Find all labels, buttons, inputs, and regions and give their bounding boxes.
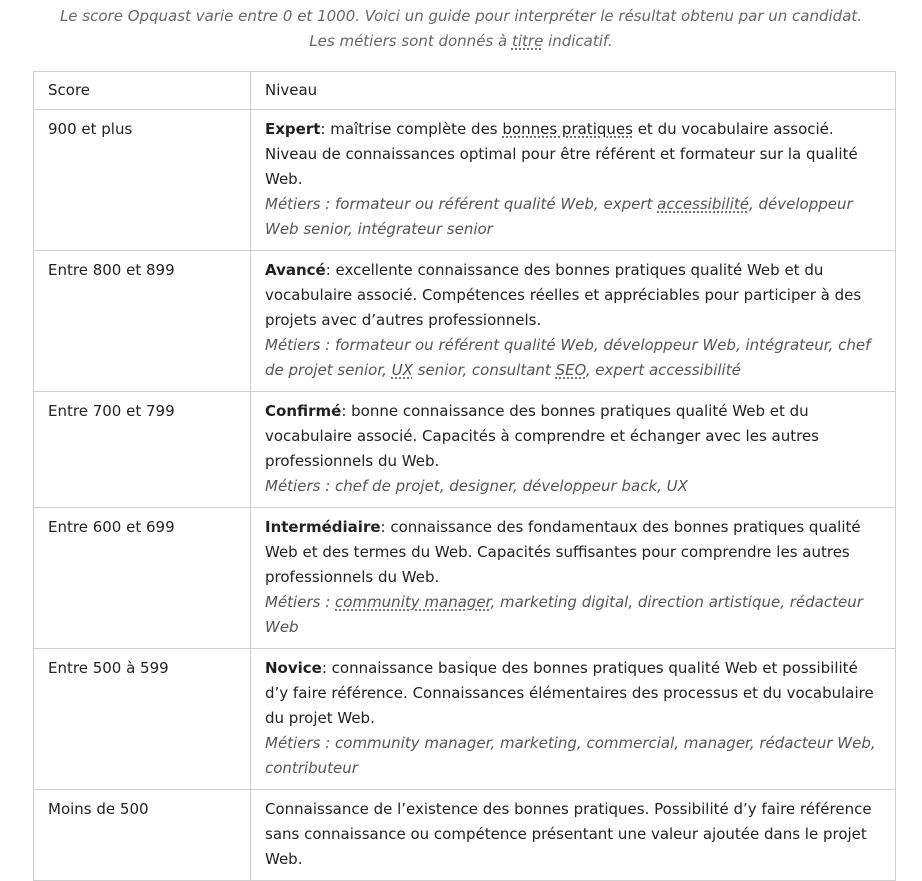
level-name: Confirmé xyxy=(265,402,342,420)
level-description: : excellente connaissance des bonnes pratiques qualité Web et du vocabulaire associé. Compétences réelles et appréciables pour participer à des projets avec d’autres professionnels. xyxy=(265,261,862,329)
score-cell: Entre 600 et 699 xyxy=(34,508,251,649)
score-table xyxy=(33,71,896,881)
header-score: Score xyxy=(34,72,251,110)
jobs-part: , marketing digital, direction artistique, rédacteur Web xyxy=(265,593,863,636)
score-cell: Moins de 500 xyxy=(34,790,251,881)
table-row xyxy=(34,251,896,392)
abbr-community-manager[interactable]: community manager xyxy=(335,593,491,611)
level-cell xyxy=(251,508,896,649)
header-level: Niveau xyxy=(251,72,896,110)
table-header-row xyxy=(34,72,896,110)
jobs-part: , développeur Web senior, intégrateur senior xyxy=(265,195,853,238)
level-name: Avancé xyxy=(265,261,326,279)
abbr-seo[interactable]: SEO xyxy=(555,361,586,379)
caption-line-1: Le score Opquast varie entre 0 et 1000. Voici un guide pour interpréter le résultat obtenu par un candidat. xyxy=(59,7,863,25)
level-name: Intermédiaire xyxy=(265,518,381,536)
level-name: Expert xyxy=(265,120,321,138)
level-description: : maîtrise complète des xyxy=(320,120,503,138)
table-row xyxy=(34,790,896,881)
jobs-text: Métiers : community manager, marketing, commercial, manager, rédacteur Web, contributeur xyxy=(265,734,876,777)
level-description: Connaissance de l’existence des bonnes pratiques. Possibilité d’y faire référence sans connaissance ou compétence présentant une valeur ajoutée dans le projet Web. xyxy=(265,800,872,868)
jobs-text: Métiers : chef de projet, designer, développeur back, UX xyxy=(265,477,688,495)
table-row xyxy=(34,110,896,251)
jobs-part: , expert accessibilité xyxy=(585,361,741,379)
caption-text: indicatif. xyxy=(543,32,613,50)
caption-text: Les métiers sont donnés à xyxy=(309,32,512,50)
jobs-text xyxy=(265,590,881,640)
level-cell xyxy=(251,251,896,392)
table-row xyxy=(34,392,896,508)
table-row xyxy=(34,508,896,649)
level-name: Novice xyxy=(265,659,322,677)
abbr-accessibilite[interactable]: accessibilité xyxy=(657,195,749,213)
jobs-part: senior, consultant xyxy=(412,361,556,379)
jobs-text xyxy=(265,192,881,242)
level-description: : connaissance basique des bonnes pratiques qualité Web et possibilité d’y faire référence. Connaissances élémentaires des processus et du vocabulaire du projet Web. xyxy=(265,659,874,727)
level-cell xyxy=(251,649,896,790)
level-description: et du vocabulaire associé. Niveau de connaissances optimal pour être référent et formateur sur la qualité Web. xyxy=(265,120,858,188)
score-cell: Entre 700 et 799 xyxy=(34,392,251,508)
score-cell: Entre 800 et 899 xyxy=(34,251,251,392)
level-cell xyxy=(251,392,896,508)
table-row xyxy=(34,649,896,790)
caption-line-2 xyxy=(0,29,922,54)
abbr-ux[interactable]: UX xyxy=(391,361,413,379)
level-cell xyxy=(251,110,896,251)
jobs-part: Métiers : formateur ou référent qualité Web, expert xyxy=(265,195,658,213)
jobs-part: Métiers : formateur ou référent qualité Web, développeur Web, intégrateur, chef de projet senior, xyxy=(265,336,871,379)
score-cell: Entre 500 à 599 xyxy=(34,649,251,790)
abbr-titre[interactable]: titre xyxy=(511,32,544,50)
level-description: : connaissance des fondamentaux des bonnes pratiques qualité Web et des termes du Web. Capacités suffisantes pour comprendre les autres professionnels du Web. xyxy=(265,518,861,586)
jobs-part: Métiers : xyxy=(265,593,336,611)
abbr-bonnes-pratiques[interactable]: bonnes pratiques xyxy=(502,120,633,138)
score-cell: 900 et plus xyxy=(34,110,251,251)
jobs-text xyxy=(265,333,881,383)
level-description: : bonne connaissance des bonnes pratiques qualité Web et du vocabulaire associé. Capacités à comprendre et échanger avec les autres professionnels du Web. xyxy=(265,402,819,470)
table-caption xyxy=(0,0,922,54)
level-cell xyxy=(251,790,896,881)
